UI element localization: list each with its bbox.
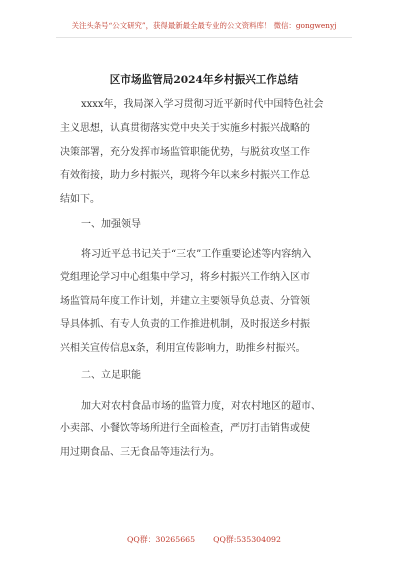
document-title: 区市场监管局2024年乡村振兴工作总结 [109, 74, 299, 86]
paragraph-1-line-3: 决策部署，充分发挥市场监管职能优势，与脱贫攻坚工作 [60, 147, 310, 158]
header-divider [56, 37, 352, 38]
paragraph-1-line-4: 有效衔接，助力乡村振兴，现将今年以来乡村振兴工作总 [60, 170, 310, 181]
paragraph-1-line-5: 结如下。 [60, 194, 100, 205]
footer-qq-group-1: QQ群：30265665 [127, 535, 196, 544]
paragraph-2-line-1: 将习近平总书记关于“三农”工作重要论述等内容纳入 [81, 249, 312, 260]
paragraph-1-line-2: 主义思想，认真贯彻落实党中央关于实施乡村振兴战略的 [60, 123, 310, 134]
paragraph-2-line-5: 兴相关宣传信息x条，利用宣传影响力，助推乡村振兴。 [60, 343, 306, 354]
paragraph-2-line-2: 党组理论学习中心组集中学习，将乡村振兴工作纳入区市 [60, 272, 310, 283]
section-heading-1: 一、加强领导 [81, 219, 141, 230]
paragraph-3-line-1: 加大对农村食品市场的监管力度，对农村地区的超市、 [81, 401, 321, 412]
paragraph-1-line-1: xxxx年，我局深入学习贯彻习近平新时代中国特色社会 [81, 99, 324, 110]
footer-contacts [0, 535, 408, 545]
section-heading-2: 二、立足职能 [81, 370, 141, 381]
paragraph-2-line-3: 场监管局年度工作计划，并建立主要领导负总责、分管领 [60, 296, 310, 307]
paragraph-3-line-3: 用过期食品、三无食品等违法行为。 [60, 447, 220, 458]
paragraph-3-line-2: 小卖部、小餐饮等场所进行全面检查，严厉打击销售或使 [60, 423, 310, 434]
header-banner: 关注头条号“公文研究”，获得最新最全最专业的公文资料库！ 微信：gongwenyj [71, 21, 337, 30]
paragraph-2-line-4: 导具体抓、有专人负责的工作推进机制，及时报送乡村振 [60, 319, 310, 330]
footer-qq-group-2: QQ群:535304092 [213, 535, 281, 544]
